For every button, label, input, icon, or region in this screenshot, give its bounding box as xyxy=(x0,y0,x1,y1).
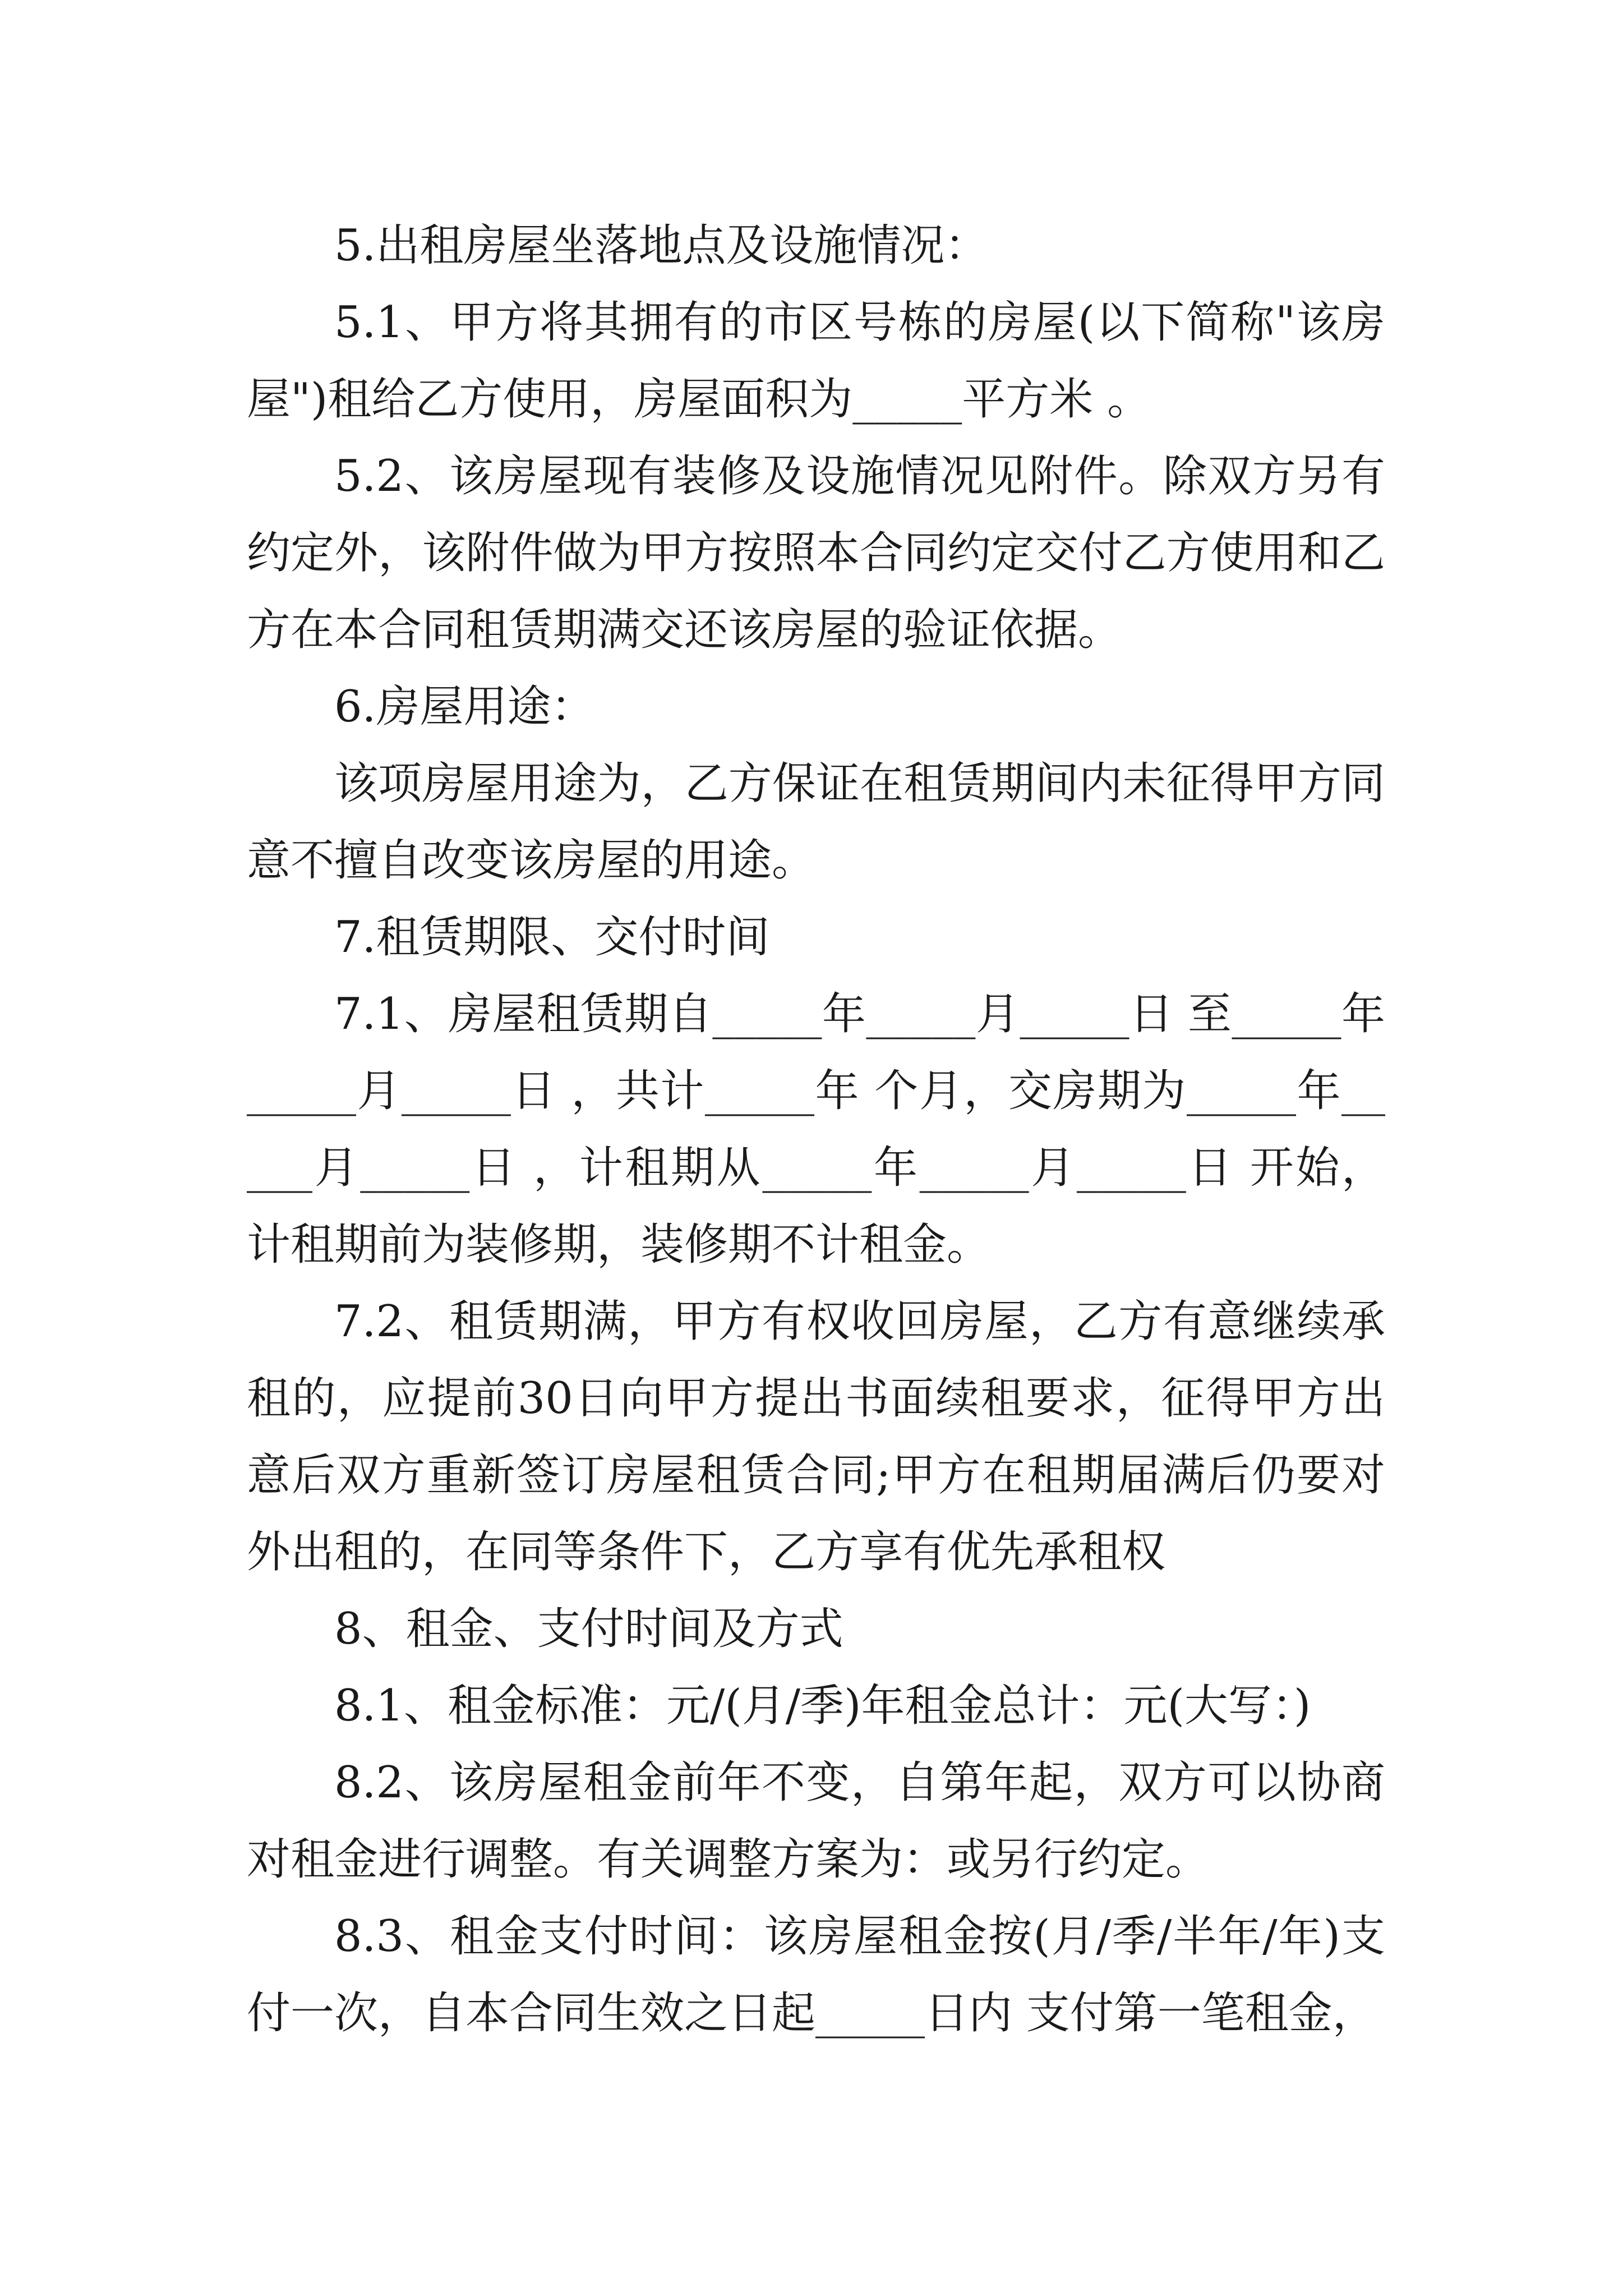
section-7-heading: 7.租赁期限、交付时间 xyxy=(334,912,770,963)
clause-5-1: 5.1、甲方将其拥有的市区号栋的房屋(以下简称"该房屋")租给乙方使用，房屋面积为_____平方米 。 xyxy=(247,297,1385,425)
clause-7-2: 7.2、租赁期满，甲方有权收回房屋，乙方有意继续承租的，应提前30日向甲方提出书面续租要求，征得甲方出意后双方重新签订房屋租赁合同;甲方在租期届满后仍要对外出租的，在同等条件下，乙方享有优先承租权 xyxy=(247,1296,1385,1577)
section-8-heading: 8、租金、支付时间及方式 xyxy=(334,1604,843,1654)
clause-8-1: 8.1、租金标准：元/(月/季)年租金总计：元(大写：) xyxy=(334,1681,1311,1731)
section-6-heading: 6.房屋用途： xyxy=(334,682,595,732)
section-5-heading: 5.出租房屋坐落地点及设施情况： xyxy=(334,220,989,271)
clause-8-3: 8.3、租金支付时间：该房屋租金按(月/季/半年/年)支付一次，自本合同生效之日起_____日内 支付第一笔租金， xyxy=(247,1911,1385,2039)
clause-6-body: 该项房屋用途为，乙方保证在租赁期间内未征得甲方同意不擅自改变该房屋的用途。 xyxy=(247,758,1385,886)
clause-7-1: 7.1、房屋租赁期自_____年_____月_____日 至_____年_____月_____日 ，共计_____年 个月，交房期为_____年_____月_____日 ，计租期从_____年_____月_____日 开始，计租期前为装修期，装修期不计租金。 xyxy=(247,989,1385,1270)
clause-8-2: 8.2、该房屋租金前年不变，自第年起，双方可以协商对租金进行调整。有关调整方案为：或另行约定。 xyxy=(247,1757,1385,1885)
clause-5-2: 5.2、该房屋现有装修及设施情况见附件。除双方另有约定外，该附件做为甲方按照本合同约定交付乙方使用和乙方在本合同租赁期满交还该房屋的验证依据。 xyxy=(247,451,1385,655)
contract-body xyxy=(247,208,1385,2052)
